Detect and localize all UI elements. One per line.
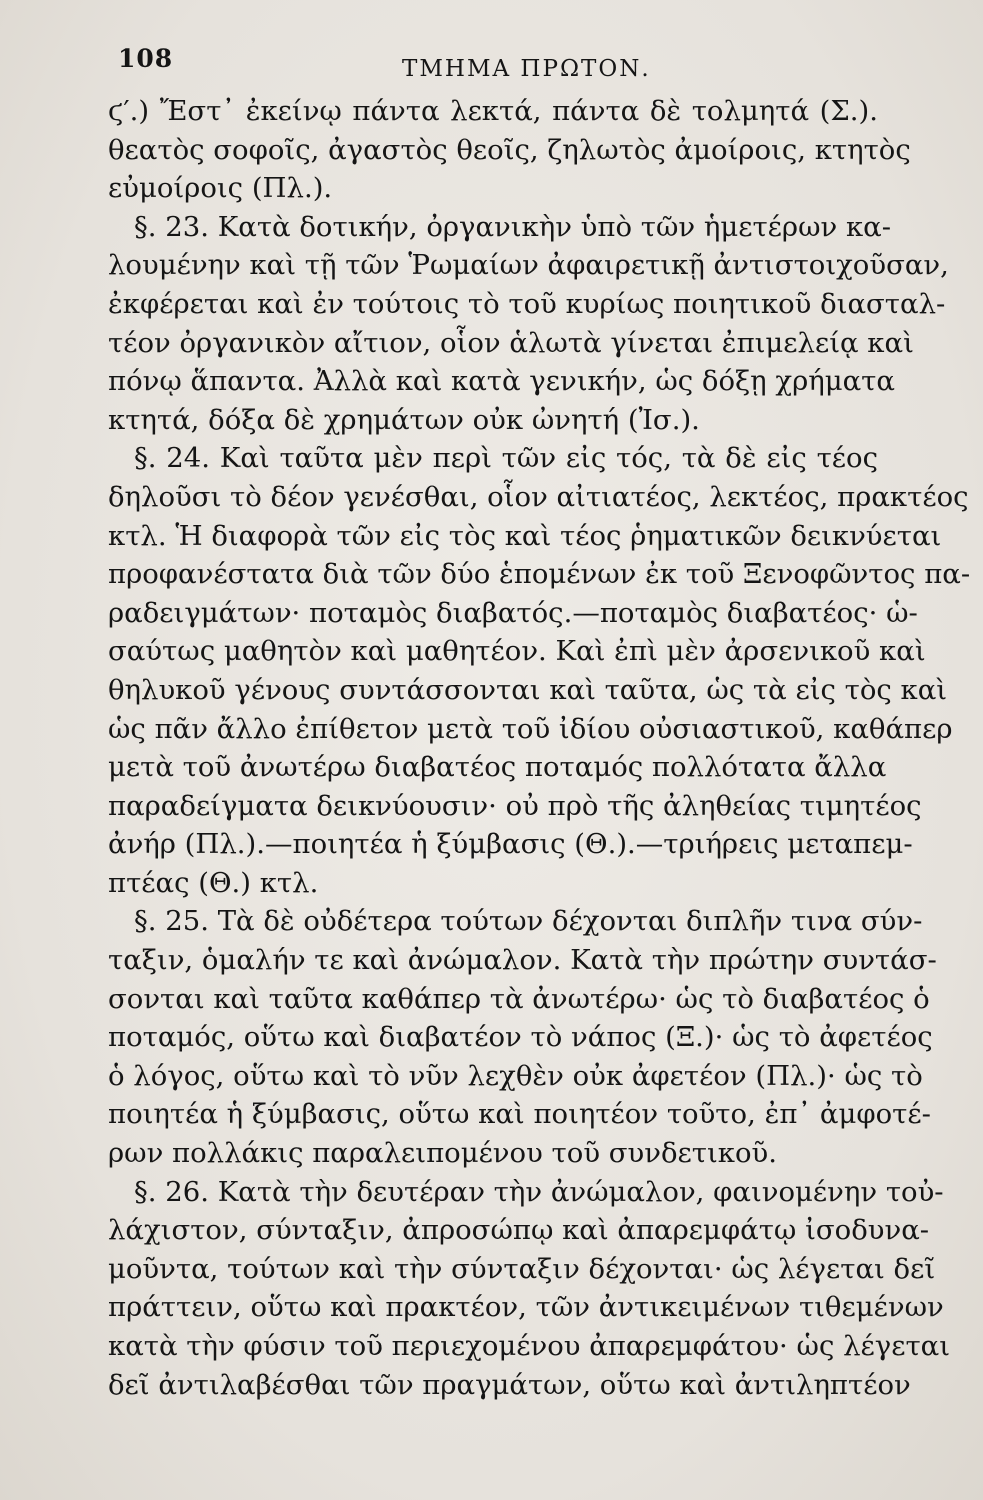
text-line: ὡς πᾶν ἄλλο ἐπίθετον μετὰ τοῦ ἰδίου οὐσιαστικοῦ, καθάπερ — [108, 712, 953, 745]
text-line: εὐμοίροις (Πλ.). — [108, 172, 333, 205]
text-line: κτλ. Ἡ διαφορὰ τῶν εἰς τὸς καὶ τέος ῥηματικῶν δεικνύεται — [108, 519, 942, 552]
text-line: πόνῳ ἅπαντα. Ἀλλὰ καὶ κατὰ γενικήν, ὡς δόξῃ χρήματα — [108, 365, 895, 398]
section-25-heading-line: §. 25. Τὰ δὲ οὐδέτερα τούτων δέχονται διπλῆν τινα σύν- — [134, 905, 923, 938]
text-line: ἀνήρ (Πλ.).—ποιητέα ἡ ξύμβασις (Θ.).—τριήρεις μεταπεμ- — [108, 828, 913, 861]
text-line: μοῦντα, τούτων καὶ τὴν σύνταξιν δέχονται· ὡς λέγεται δεῖ — [108, 1252, 936, 1285]
text-line: λάχιστον, σύνταξιν, ἀπροσώπῳ καὶ ἀπαρεμφάτῳ ἰσοδυνα- — [108, 1214, 930, 1247]
text-line: ὁ λόγος, οὕτω καὶ τὸ νῦν λεχθὲν οὐκ ἀφετέον (Πλ.)· ὡς τὸ — [108, 1059, 923, 1092]
text-line: ἐκφέρεται καὶ ἐν τούτοις τὸ τοῦ κυρίως ποιητικοῦ διασταλ- — [108, 287, 946, 320]
page-header — [110, 38, 890, 88]
text-line: σαύτως μαθητὸν καὶ μαθητέον. Καὶ ἐπὶ μὲν ἀρσενικοῦ καὶ — [108, 635, 926, 668]
text-line: ρων πολλάκις παραλειπομένου τοῦ συνδετικοῦ. — [108, 1137, 777, 1170]
text-line: ραδειγμάτων· ποταμὸς διαβατός.—ποταμὸς διαβατέος· ὡ- — [108, 596, 918, 629]
text-line: ϛ′.) Ἔστ᾽ ἐκείνῳ πάντα λεκτά, πάντα δὲ τολμητά (Σ.). — [108, 95, 878, 127]
section-24-heading-line: §. 24. Καὶ ταῦτα μὲν περὶ τῶν εἰς τός, τὰ δὲ εἰς τέος — [134, 442, 878, 475]
text-line: τέον ὀργανικὸν αἴτιον, οἷον ἁλωτὰ γίνεται ἐπιμελείᾳ καὶ — [108, 326, 914, 359]
text-line: δηλοῦσι τὸ δέον γενέσθαι, οἷον αἰτιατέος, λεκτέος, πρακτέος — [108, 480, 969, 513]
text-line: πράττειν, οὕτω καὶ πρακτέον, τῶν ἀντικειμένων τιθεμένων — [108, 1291, 944, 1324]
text-line: ποταμός, οὕτω καὶ διαβατέον τὸ νάπος (Ξ.)· ὡς τὸ ἀφετέος — [108, 1021, 933, 1054]
text-line: σονται καὶ ταῦτα καθάπερ τὰ ἀνωτέρω· ὡς τὸ διαβατέος ὁ — [108, 982, 930, 1015]
text-line: λουμένην καὶ τῇ τῶν Ῥωμαίων ἀφαιρετικῇ ἀντιστοιχοῦσαν, — [108, 249, 949, 282]
text-line: παραδείγματα δεικνύουσιν· οὐ πρὸ τῆς ἀληθείας τιμητέος — [108, 789, 922, 822]
text-line: δεῖ ἀντιλαβέσθαι τῶν πραγμάτων, οὕτω καὶ ἀντιληπτέον — [108, 1368, 911, 1401]
text-line: μετὰ τοῦ ἀνωτέρω διαβατέος ποταμός πολλότατα ἄλλα — [108, 751, 887, 784]
running-head: ΤΜΗΜΑ ΠΡΩΤΟΝ. — [402, 56, 651, 82]
text-line: προφανέστατα διὰ τῶν δύο ἑπομένων ἐκ τοῦ Ξενοφῶντος πα- — [108, 558, 971, 591]
page-number: 108 — [118, 44, 174, 73]
section-26-heading-line: §. 26. Κατὰ τὴν δευτέραν τὴν ἀνώμαλον, φαινομένην τοὐ- — [134, 1175, 944, 1208]
body-text — [108, 92, 971, 1404]
text-line: ταξιν, ὁμαλήν τε καὶ ἀνώμαλον. Κατὰ τὴν πρώτην συντάσ- — [108, 944, 937, 977]
text-line: πτέας (Θ.) κτλ. — [108, 866, 319, 899]
text-line: θηλυκοῦ γένους συντάσσονται καὶ ταῦτα, ὡς τὰ εἰς τὸς καὶ — [108, 673, 948, 706]
text-line: κατὰ τὴν φύσιν τοῦ περιεχομένου ἀπαρεμφάτου· ὡς λέγεται — [108, 1330, 951, 1362]
text-line: κτητά, δόξα δὲ χρημάτων οὐκ ὠνητή (Ἰσ.). — [108, 403, 700, 436]
text-line: ποιητέα ἡ ξύμβασις, οὕτω καὶ ποιητέον τοῦτο, ἐπ᾽ ἀμφοτέ- — [108, 1098, 931, 1131]
text-line: θεατὸς σοφοῖς, ἀγαστὸς θεοῖς, ζηλωτὸς ἀμοίροις, κτητὸς — [108, 133, 911, 166]
section-23-heading-line: §. 23. Κατὰ δοτικήν, ὀργανικὴν ὑπὸ τῶν ἡμετέρων κα- — [134, 210, 892, 243]
